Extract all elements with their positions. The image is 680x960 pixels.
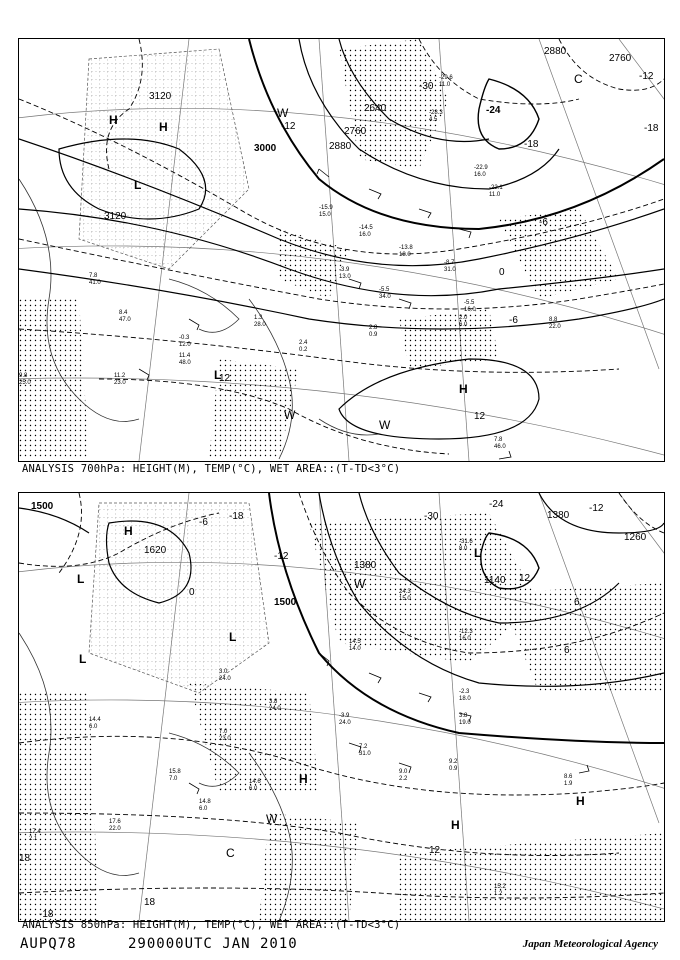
svg-text:16.0: 16.0 [474,172,486,178]
svg-text:24.3: 24.3 [399,589,411,595]
height-label: 2760 [344,126,367,137]
height-label: 3120 [104,211,127,222]
temp-label: 6 [564,645,570,656]
svg-text:6.0: 6.0 [199,806,208,812]
svg-text:6.0: 6.0 [459,322,468,328]
svg-text:-29.6: -29.6 [439,75,453,81]
svg-text:-22.9: -22.9 [474,165,488,171]
svg-text:18.0: 18.0 [459,696,471,702]
svg-text:7.8: 7.8 [89,273,98,279]
svg-text:6.0: 6.0 [89,724,98,730]
svg-text:7.2: 7.2 [359,744,368,750]
height-label: 1500 [274,597,297,608]
temp-label: -24 [489,499,504,510]
svg-text:-2.3: -2.3 [459,689,470,695]
temp-label: 6 [574,597,580,608]
svg-text:31.0: 31.0 [359,751,371,757]
caption-700hpa: ANALYSIS 700hPa: HEIGHT(M), TEMP(°C), WET AREA::(T-TD<3°C) [22,463,401,475]
svg-text:13.0: 13.0 [339,274,351,280]
analysis-700hpa-map [18,38,665,462]
svg-text:2.0: 2.0 [459,315,468,321]
center-marker: W [277,106,289,120]
center-marker: H [124,524,133,538]
temp-label: -6 [539,217,548,228]
height-label: 2640 [364,103,387,114]
svg-text:-5.5: -5.5 [379,287,390,293]
svg-text:24.0: 24.0 [269,706,281,712]
svg-text:15.0: 15.0 [399,596,411,602]
temp-label: -24 [486,105,501,116]
center-marker: W [354,577,366,591]
svg-text:-8.7: -8.7 [444,260,455,266]
svg-text:25.0: 25.0 [19,380,31,386]
svg-text:48.0: 48.0 [179,360,191,366]
center-marker: L [214,368,222,382]
svg-text:-12.3: -12.3 [459,629,473,635]
temp-label: -12 [639,71,654,82]
temp-label: -18 [39,909,54,920]
center-marker: C [574,72,583,86]
svg-text:-3.9: -3.9 [339,713,350,719]
svg-text:11.0: 11.0 [439,82,451,88]
valid-time: 290000UTC JAN 2010 [128,936,298,952]
temp-label: -30 [424,511,439,522]
svg-text:2.1: 2.1 [29,836,38,842]
svg-text:14.6: 14.6 [249,779,261,785]
svg-text:46.0: 46.0 [494,444,506,450]
svg-text:0.9: 0.9 [369,332,378,338]
svg-text:47.0: 47.0 [119,317,131,323]
svg-text:23.0: 23.0 [219,736,231,742]
temp-label: 0 [189,587,195,598]
height-label: 1380 [354,560,377,571]
svg-text:22.0: 22.0 [549,324,561,330]
svg-text:3.8: 3.8 [269,699,278,705]
center-marker: H [109,113,118,127]
svg-text:24.0: 24.0 [339,720,351,726]
analysis-850hpa-map [18,492,665,922]
svg-text:-3.9: -3.9 [339,267,350,273]
svg-text:12.0: 12.0 [179,342,191,348]
temp-label: 0 [499,267,505,278]
svg-text:41.0: 41.0 [89,280,101,286]
svg-text:15.8: 15.8 [169,769,181,775]
svg-text:11.0: 11.0 [489,192,501,198]
center-marker: H [299,772,308,786]
svg-text:-15.9: -15.9 [319,205,333,211]
svg-text:16.0: 16.0 [359,232,371,238]
svg-text:2.4: 2.4 [299,340,308,346]
center-marker: H [159,120,168,134]
svg-text:9.8: 9.8 [19,373,28,379]
svg-text:17.4: 17.4 [29,829,41,835]
svg-text:-28.3: -28.3 [429,110,443,116]
svg-text:17.6: 17.6 [109,819,121,825]
svg-text:14.4: 14.4 [89,717,101,723]
svg-text:16.0: 16.0 [464,307,476,313]
svg-text:-13.8: -13.8 [399,245,413,251]
map-850-graphic [19,493,664,921]
svg-text:34.0: 34.0 [379,294,391,300]
svg-text:31.0: 31.0 [444,267,456,273]
agency-name: Japan Meteorological Agency [522,938,658,950]
height-label: 3000 [254,143,277,154]
height-label: 1500 [31,501,54,512]
temp-label: -12 [274,551,289,562]
temp-label: 12 [429,845,441,856]
svg-text:15.0: 15.0 [319,212,331,218]
svg-text:16.0: 16.0 [459,636,471,642]
svg-text:-5.5: -5.5 [464,300,475,306]
svg-text:-31.6: -31.6 [459,539,473,545]
height-label: 3120 [149,91,172,102]
temp-label: 12 [519,573,531,584]
svg-text:4.5: 4.5 [429,117,438,123]
svg-text:24.0: 24.0 [219,676,231,682]
center-marker: H [451,818,460,832]
height-label: 1380 [547,510,570,521]
height-label: 2880 [329,141,352,152]
svg-text:11.4: 11.4 [179,353,191,359]
svg-text:7.0: 7.0 [219,729,228,735]
temp-label: -6 [509,315,518,326]
svg-text:2.2: 2.2 [399,776,408,782]
svg-text:14.5: 14.5 [349,639,361,645]
svg-text:14.8: 14.8 [199,799,211,805]
svg-text:9.0: 9.0 [399,769,408,775]
center-marker: C [226,846,235,860]
svg-text:15.2: 15.2 [494,884,506,890]
svg-text:-22.1: -22.1 [489,185,503,191]
center-marker: H [576,794,585,808]
center-marker: L [229,630,237,644]
temp-label: -12 [589,503,604,514]
svg-text:14.0: 14.0 [349,646,361,652]
svg-text:19.0: 19.0 [459,720,471,726]
svg-text:3.0: 3.0 [219,669,228,675]
svg-text:1.9: 1.9 [564,781,573,787]
center-marker: W [284,408,296,422]
temp-label: 18 [19,853,31,864]
svg-text:6.0: 6.0 [249,786,258,792]
height-label: 1620 [144,545,167,556]
map-700-graphic [19,39,664,461]
svg-text:1.2: 1.2 [494,891,503,897]
svg-text:-0.3: -0.3 [179,335,190,341]
svg-text:23.0: 23.0 [114,380,126,386]
chart-code: AUPQ78 [20,936,77,952]
svg-text:28.0: 28.0 [254,322,266,328]
center-marker: L [474,546,482,560]
center-marker: W [266,812,278,826]
svg-text:3.8: 3.8 [459,713,468,719]
temp-label: 12 [219,373,231,384]
temp-label: -18 [644,123,659,134]
svg-text:8.8: 8.8 [549,317,558,323]
svg-text:18.0: 18.0 [399,252,411,258]
center-marker: W [379,418,391,432]
svg-text:7.8: 7.8 [494,437,503,443]
height-label: 2880 [544,46,567,57]
svg-text:8.0: 8.0 [459,546,468,552]
temp-label: 12 [474,411,486,422]
svg-text:8.4: 8.4 [119,310,128,316]
temp-label: -12 [281,121,296,132]
center-marker: L [134,178,142,192]
temp-label: -18 [229,511,244,522]
center-marker: L [77,572,85,586]
height-label: 2760 [609,53,632,64]
temp-label: -30 [419,81,434,92]
svg-text:7.0: 7.0 [169,776,178,782]
height-label: 1260 [624,532,647,543]
hatched-area [89,503,269,693]
temp-label: 18 [144,897,156,908]
svg-text:11.2: 11.2 [114,373,126,379]
svg-text:-14.5: -14.5 [359,225,373,231]
svg-text:8.6: 8.6 [564,774,573,780]
center-marker: H [459,382,468,396]
svg-text:0.2: 0.2 [299,347,308,353]
caption-850hpa: ANALYSIS 850hPa: HEIGHT(M), TEMP(°C), WET AREA::(T-TD<3°C) [22,919,401,931]
temp-label: -6 [199,517,208,528]
svg-text:9.2: 9.2 [449,759,458,765]
height-label: 1140 [484,575,506,586]
temp-label: -18 [524,139,539,150]
svg-text:0.9: 0.9 [449,766,458,772]
svg-text:1.3: 1.3 [254,315,263,321]
svg-text:22.0: 22.0 [109,826,121,832]
svg-text:2.8: 2.8 [369,325,378,331]
hatched-area [79,49,249,269]
center-marker: L [79,652,87,666]
